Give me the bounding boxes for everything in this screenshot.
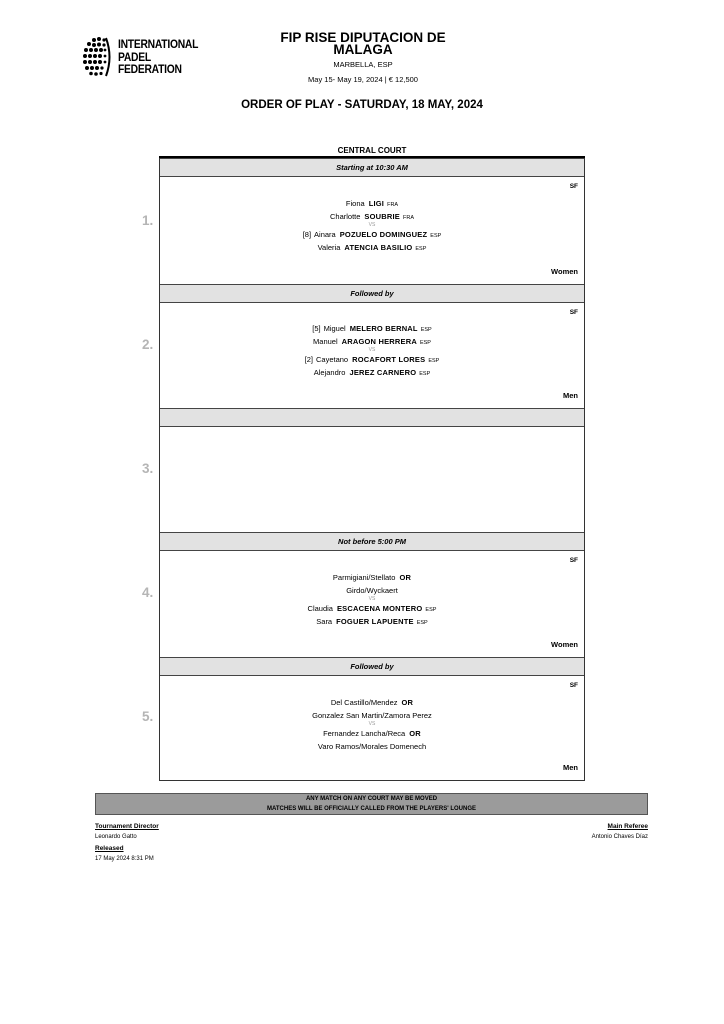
vs-label: VS xyxy=(368,596,376,602)
tournament-header xyxy=(230,32,496,84)
player-line: Claudia ESCACENA MONTERO ESP xyxy=(307,604,437,613)
court-name: CENTRAL COURT xyxy=(337,146,407,155)
logo-wordmark xyxy=(118,38,198,76)
match-lines xyxy=(160,197,584,254)
player-line: Alejandro JEREZ CARNERO ESP xyxy=(313,368,431,377)
round-label: SF xyxy=(569,557,578,564)
vs-label: VS xyxy=(368,721,376,727)
category-label: Men xyxy=(563,391,578,400)
slot-time-band xyxy=(160,408,584,427)
tournament-director xyxy=(95,823,159,840)
round-label: SF xyxy=(569,309,578,316)
schedule-grid xyxy=(159,158,585,781)
player-line: [8] Ainara POZUELO DOMINGUEZ ESP xyxy=(302,230,442,239)
logo-line: PADEL xyxy=(118,49,151,64)
slot-time-band: Starting at 10:30 AM xyxy=(160,158,584,177)
match-cell-1 xyxy=(160,177,584,284)
match-lines xyxy=(160,571,584,628)
match-number: 5. xyxy=(142,709,154,724)
round-label: SF xyxy=(569,682,578,689)
round-label: SF xyxy=(569,183,578,190)
match-cell-3 xyxy=(160,427,584,532)
referee-name: Antonio Chaves Díaz xyxy=(591,834,648,840)
notice-box xyxy=(95,793,648,815)
released-label: Released xyxy=(95,845,124,852)
vs-label: VS xyxy=(368,222,376,228)
team-line: Del Castillo/Mendez OR xyxy=(330,698,414,707)
notice-line: ANY MATCH ON ANY COURT MAY BE MOVED xyxy=(305,796,438,802)
fip-logo xyxy=(80,34,200,82)
order-of-play-title: ORDER OF PLAY - SATURDAY, 18 MAY, 2024 xyxy=(241,99,483,111)
released-value: 17 May 2024 8:31 PM xyxy=(95,856,154,862)
match-number: 1. xyxy=(142,213,154,228)
player-line: Valeria ATENCIA BASILIO ESP xyxy=(317,243,427,252)
player-line: [5] Miguel MELERO BERNAL ESP xyxy=(312,324,432,333)
player-line: [2] Cayetano ROCAFORT LORES ESP xyxy=(304,355,440,364)
notice-line: MATCHES WILL BE OFFICIALLY CALLED FROM THE PLAYERS' LOUNGE xyxy=(267,805,476,812)
match-cell-5 xyxy=(160,676,584,780)
category-label: Women xyxy=(551,267,578,276)
vs-label: VS xyxy=(368,347,376,353)
player-line: Fiona LIGI FRA xyxy=(345,199,399,208)
tournament-location: MARBELLA, ESP xyxy=(333,60,393,69)
referee-label: Main Referee xyxy=(607,823,648,830)
category-label: Women xyxy=(551,640,578,649)
match-lines xyxy=(160,696,584,753)
player-line: Charlotte SOUBRIE FRA xyxy=(329,212,414,221)
team-line: Varo Ramos/Morales Domenech xyxy=(317,742,427,751)
logo-line: FEDERATION xyxy=(118,62,182,76)
player-line: Sara FOGUER LAPUENTE ESP xyxy=(316,617,428,626)
title-line: FIP RISE DIPUTACION DE xyxy=(280,30,446,45)
tournament-title xyxy=(230,32,496,56)
match-number: 4. xyxy=(142,585,154,600)
slot-time-band: Followed by xyxy=(160,284,584,303)
match-cell-2 xyxy=(160,303,584,408)
player-line: Manuel ARAGON HERRERA ESP xyxy=(313,337,431,346)
slot-time-band: Not before 5:00 PM xyxy=(160,532,584,551)
slot-time-band: Followed by xyxy=(160,657,584,676)
director-name: Leonardo Gatto xyxy=(95,834,137,840)
match-lines xyxy=(160,322,584,379)
team-line: Girdo/Wyckaert xyxy=(346,586,398,595)
main-referee xyxy=(592,823,648,840)
match-number: 2. xyxy=(142,337,154,352)
team-line: Gonzalez San Martin/Zamora Perez xyxy=(312,711,432,720)
director-label: Tournament Director xyxy=(95,823,159,830)
title-line: MALAGA xyxy=(333,42,393,57)
match-number: 3. xyxy=(142,461,154,476)
team-line: Parmigiani/Stellato OR xyxy=(332,573,412,582)
tournament-dates: May 15- May 19, 2024 | € 12,500 xyxy=(308,75,418,84)
padel-ball-icon xyxy=(80,34,114,80)
team-line: Fernandez Lancha/Reca OR xyxy=(323,729,421,738)
match-cell-4 xyxy=(160,551,584,657)
category-label: Men xyxy=(563,763,578,772)
logo-line: INTERNATIONAL xyxy=(118,37,199,51)
released-info xyxy=(95,845,154,862)
